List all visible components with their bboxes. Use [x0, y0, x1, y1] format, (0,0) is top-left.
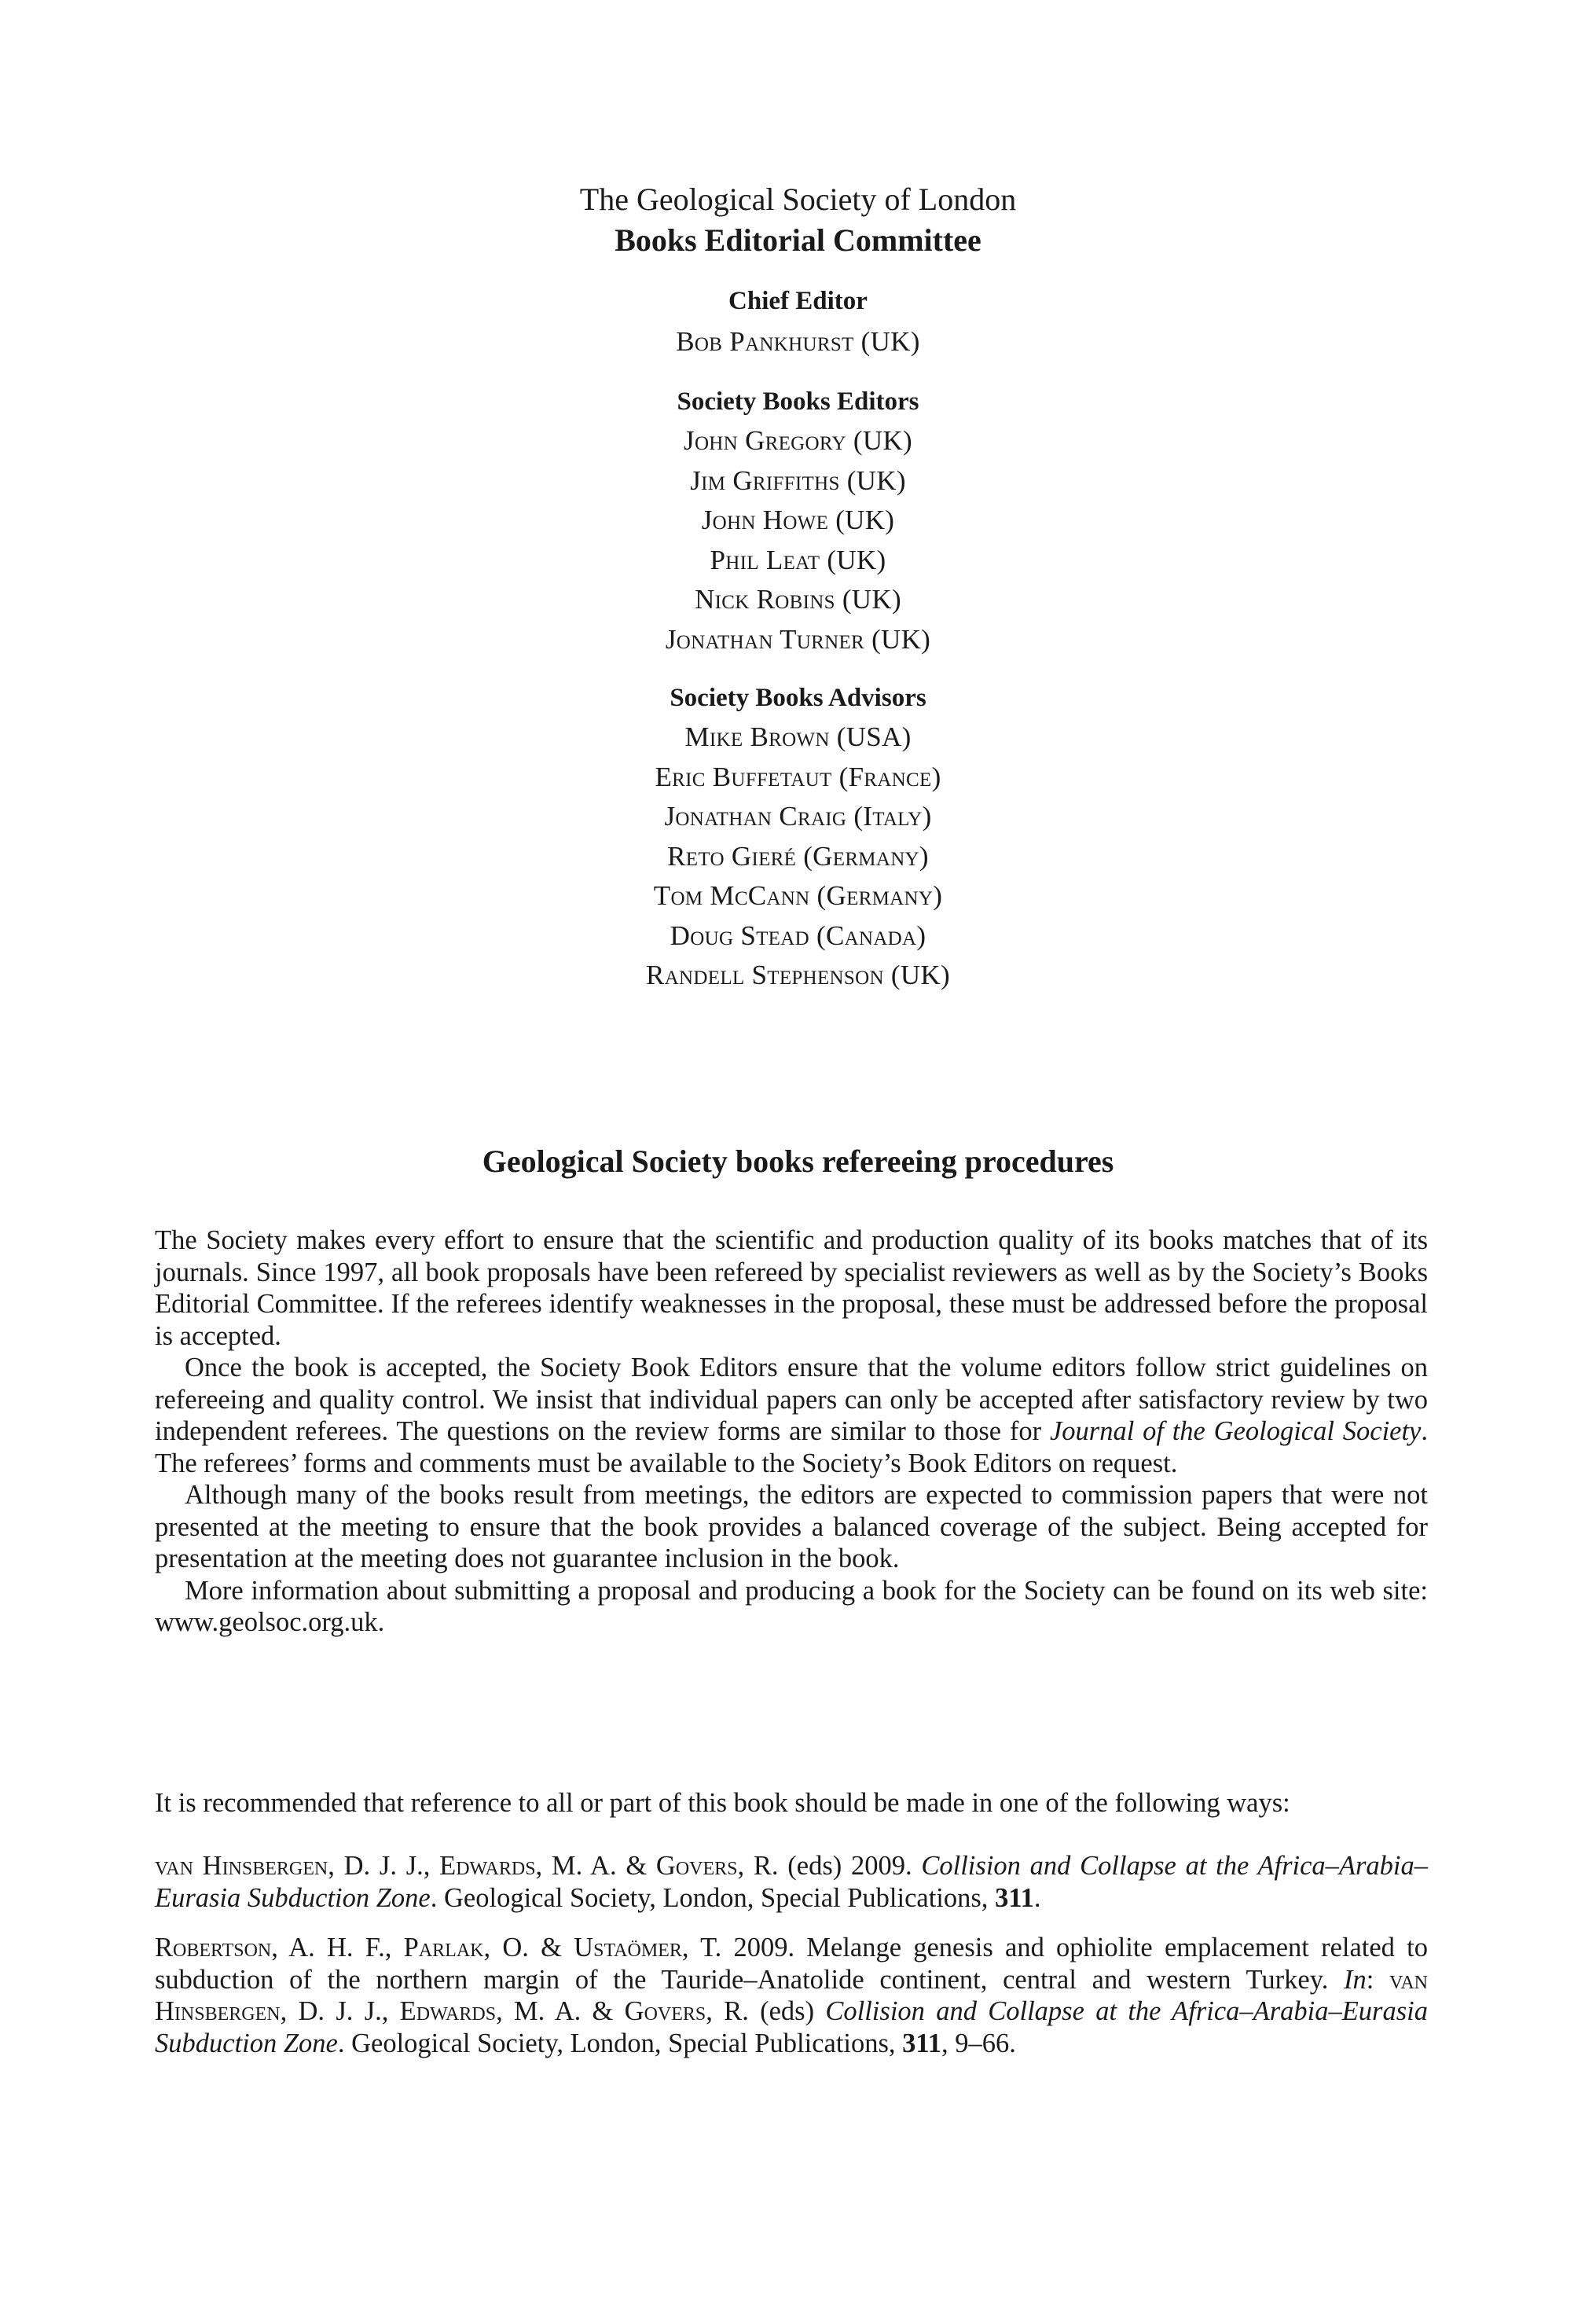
- editors-heading: Society Books Editors: [677, 387, 919, 416]
- advisor-name: Tom McCann (Germany): [653, 880, 943, 911]
- citation-end: .: [1033, 1882, 1041, 1913]
- advisor-name: Eric Buffetaut (France): [655, 761, 941, 792]
- citation-editors: van Hinsbergen, D. J. J., Edwards, M. A. & Govers, R.: [155, 1964, 1428, 2026]
- citation-pages: , 9–66.: [941, 2028, 1016, 2058]
- citation-publisher: . Geological Society, London, Special Publications,: [430, 1882, 996, 1913]
- procedures-paragraph-3: Although many of the books result from meetings, the editors are expected to commission papers that were not presented at the meeting to ensure that the book provides a balanced coverage of the subject. Being accepted for presentation at the meeting does not guarantee inclusion in the book.: [155, 1480, 1428, 1573]
- procedures-paragraph-4: More information about submitting a proposal and producing a book for the Society can be found on its web site: www.geolsoc.org.uk.: [155, 1575, 1428, 1637]
- citation-eds: (eds): [748, 1996, 826, 2026]
- editor-name: Nick Robins (UK): [695, 584, 901, 615]
- citation-intro: It is recommended that reference to all or part of this book should be made in one of the following ways:: [155, 1788, 1290, 1818]
- citation-publisher: . Geological Society, London, Special Publications,: [337, 2028, 903, 2058]
- advisor-name: Reto Gieré (Germany): [667, 840, 929, 872]
- citation-text: 2009. Melange genesis and ophiolite emplacement related to subduction of the northern margin of the Tauride–Anatolide continent, central and western Turkey.: [155, 1933, 1428, 1995]
- editors-list: [0, 421, 1596, 659]
- citation-authors: Robertson, A. H. F., Parlak, O. & Ustaömer, T.: [155, 1933, 722, 1962]
- advisors-heading: Society Books Advisors: [670, 684, 926, 712]
- procedures-paragraph-2: [155, 1352, 1428, 1479]
- editor-name: Jonathan Turner (UK): [665, 623, 931, 655]
- advisor-name: Mike Brown (USA): [684, 721, 912, 752]
- paragraph-text: Once the book is accepted, the Society Book Editors ensure that the volume editors follow strict guidelines on refereeing and quality control. We insist that individual papers can only be accepted after satisfactory review by two independent referees. The questions on the review forms are similar to those for: [155, 1353, 1428, 1446]
- journal-title: Journal of the Geological Society: [1049, 1416, 1422, 1446]
- paragraph-text: . The referees’ forms and comments must be available to the Society’s Book Editors on request.: [155, 1416, 1428, 1478]
- citation-authors: van Hinsbergen, D. J. J., Edwards, M. A. & Govers, R.: [155, 1851, 779, 1881]
- citation-year: (eds) 2009.: [778, 1851, 922, 1881]
- committee-title: Books Editorial Committee: [615, 222, 981, 258]
- citation-in: In: [1344, 1964, 1367, 1995]
- chief-editor-name: Bob Pankhurst (UK): [676, 326, 920, 357]
- citation-colon: :: [1366, 1964, 1390, 1995]
- editor-name: John Gregory (UK): [684, 425, 912, 456]
- citation-book-title: Collision and Collapse at the Africa–Arabia–Eurasia Subduction Zone: [155, 1996, 1428, 2058]
- citation-book: [155, 1850, 1428, 1914]
- citation-chapter: [155, 1932, 1428, 2059]
- editor-name: Phil Leat (UK): [710, 544, 886, 575]
- editor-name: Jim Griffiths (UK): [690, 464, 906, 496]
- citation-volume: 311: [995, 1882, 1034, 1913]
- chief-editor-heading: Chief Editor: [728, 287, 868, 315]
- citation-volume: 311: [902, 2028, 942, 2058]
- citation-book-title: Collision and Collapse at the Africa–Arabia–Eurasia Subduction Zone: [155, 1851, 1428, 1913]
- advisor-name: Doug Stead (Canada): [670, 920, 926, 951]
- editorial-committee-block: [0, 179, 1596, 996]
- procedures-paragraph-1: The Society makes every effort to ensure that the scientific and production quality of its books matches that of its journals. Since 1997, all book proposals have been refereed by specialist reviewers as well as by the Society’s Books Editorial Committee. If the referees identify weaknesses in the proposal, these must be addressed before the proposal is accepted.: [155, 1225, 1428, 1351]
- society-name: The Geological Society of London: [579, 182, 1017, 217]
- editor-name: John Howe (UK): [701, 505, 895, 535]
- advisors-list: [0, 718, 1596, 996]
- procedures-body: [155, 1224, 1428, 1639]
- advisor-name: Randell Stephenson (UK): [646, 960, 950, 990]
- advisor-name: Jonathan Craig (Italy): [664, 801, 932, 832]
- procedures-title: Geological Society books refereeing procedures: [482, 1144, 1114, 1179]
